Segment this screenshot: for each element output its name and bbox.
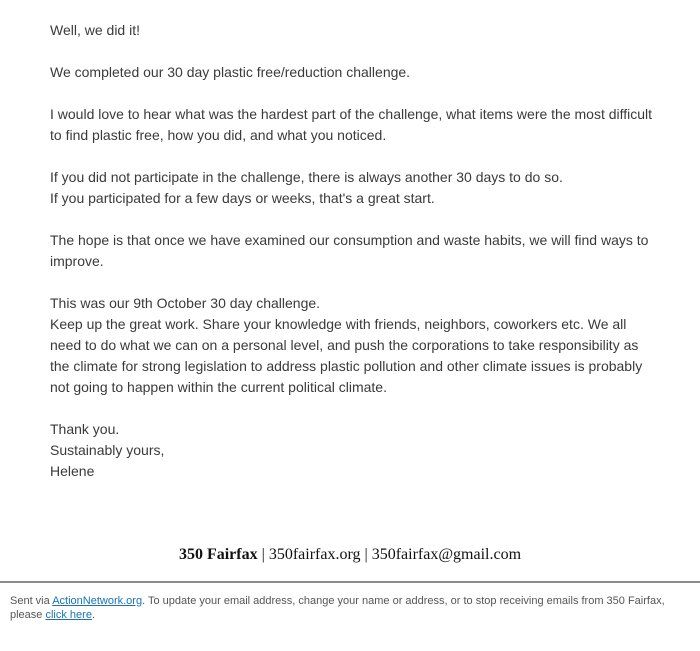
hope-paragraph: The hope is that once we have examined our consumption and waste habits, we will find ways to improve. — [50, 232, 649, 269]
signature: Helene — [50, 463, 95, 479]
footer-period: . — [91, 609, 96, 621]
email-body — [50, 20, 660, 482]
org-name: 350 Fairfax — [178, 546, 258, 563]
org-contact-line — [0, 546, 700, 564]
greeting: Well, we did it! — [50, 22, 140, 38]
participation-line-1: If you did not participate in the challenge, there is always another 30 days to do so. — [50, 169, 563, 185]
question-paragraph: I would love to hear what was the hardest part of the challenge, what items were the most difficult to find plastic free, how you did, and what you noticed. — [50, 106, 653, 143]
org-website: 350fairfax.org — [268, 546, 361, 563]
separator: | — [257, 546, 269, 563]
action-network-link[interactable]: ActionNetwork.org — [52, 595, 143, 607]
encouragement-paragraph: Keep up the great work. Share your knowledge with friends, neighbors, coworkers etc. We all need to do what we can on a personal level, and push the corporations to take responsibility as the climate for strong legislation to address plastic pollution and other climate issues is probably not going to happen within the current political climate. — [50, 316, 643, 395]
closing: Sustainably yours, — [50, 442, 165, 458]
thank-you: Thank you. — [50, 421, 120, 437]
footer-divider — [0, 581, 700, 583]
org-email: 350fairfax@gmail.com — [371, 546, 522, 563]
completion-paragraph: We completed our 30 day plastic free/reduction challenge. — [50, 64, 411, 80]
separator: | — [360, 546, 372, 563]
click-here-link[interactable]: click here — [45, 609, 92, 621]
sent-via-text: Sent via — [10, 595, 53, 607]
update-text: . To update your email address, change your name or address, or to stop receiving emails from 350 Fairfax, please — [10, 595, 665, 621]
participation-line-2: If you participated for a few days or weeks, that's a great start. — [50, 190, 435, 206]
challenge-count: This was our 9th October 30 day challenge. — [50, 295, 321, 311]
email-footer — [10, 594, 680, 622]
